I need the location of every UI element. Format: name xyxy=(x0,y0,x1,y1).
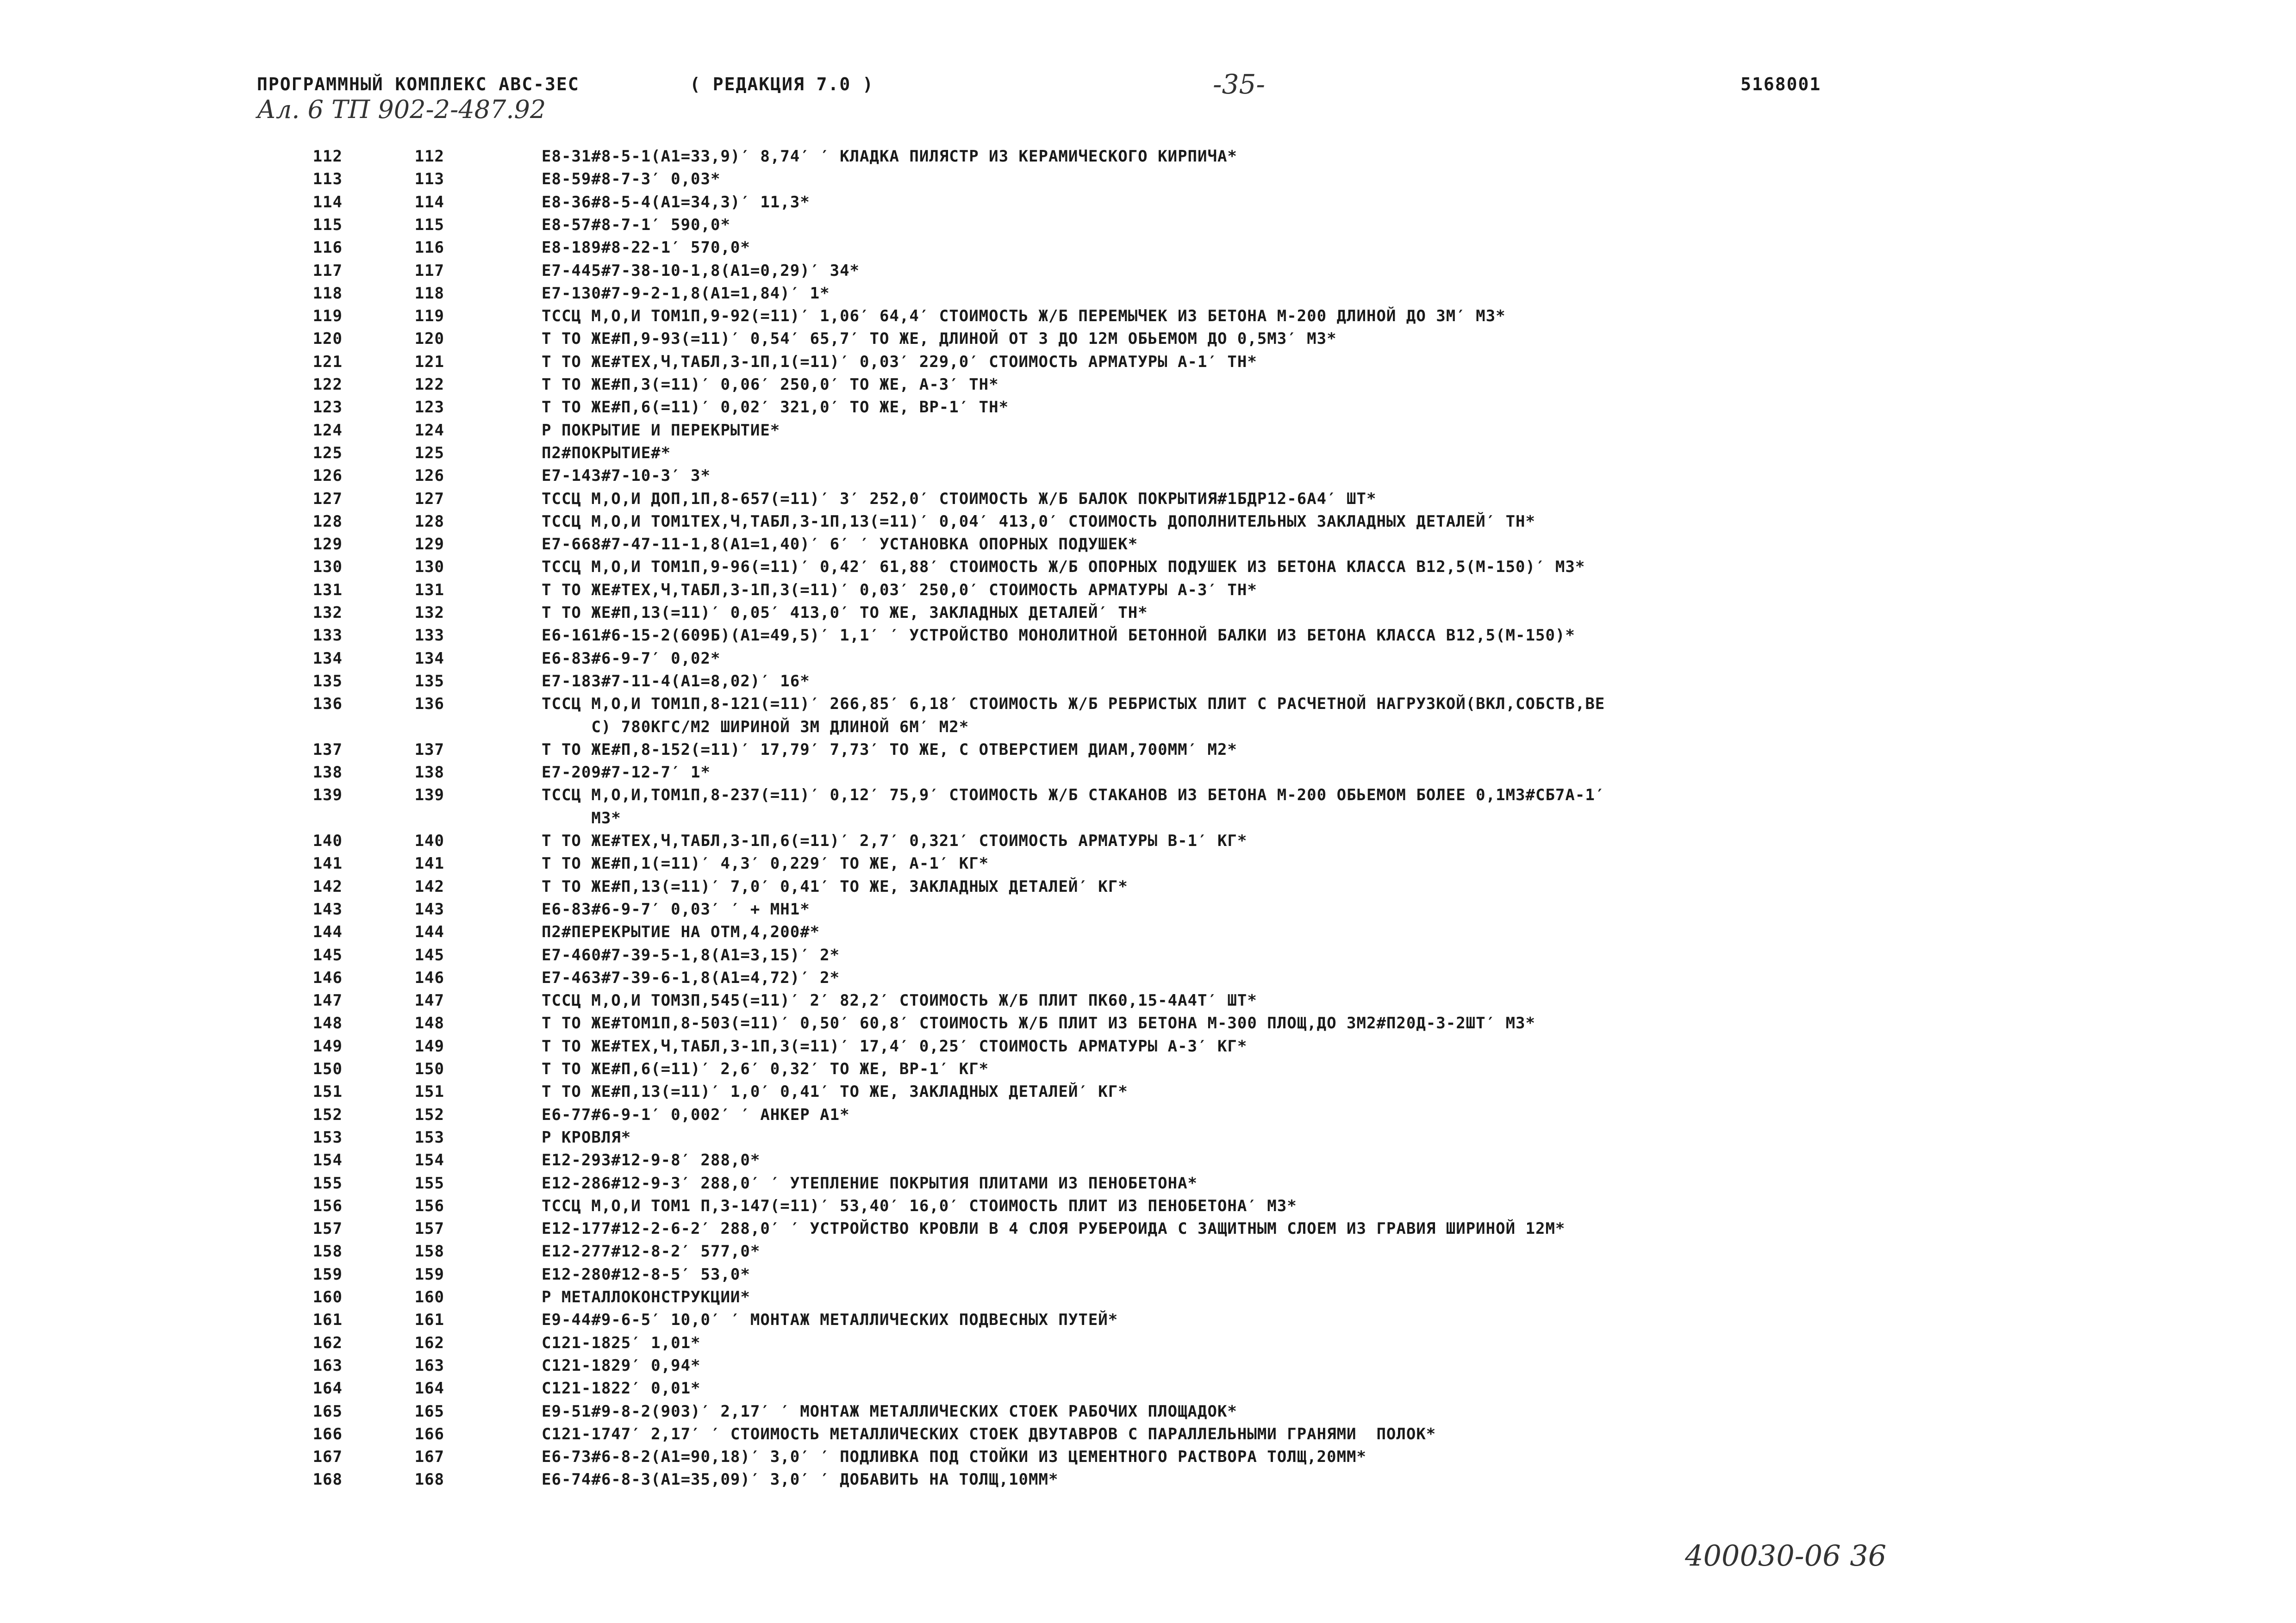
listing-row xyxy=(0,1014,2296,1037)
row-number-copy: 128 xyxy=(414,512,444,531)
row-number: 127 xyxy=(312,489,343,508)
row-text: Е7-183#7-11-4(А1=8,02)′ 16* xyxy=(542,672,810,690)
row-number: 123 xyxy=(312,398,343,417)
row-number-copy: 113 xyxy=(414,170,444,189)
row-number: 136 xyxy=(312,695,343,714)
row-text: Т ТО ЖЕ#П,1(=11)′ 4,3′ 0,229′ ТО ЖЕ, А-1′ КГ* xyxy=(542,854,989,873)
row-number-copy: 125 xyxy=(414,443,444,462)
listing-row xyxy=(0,809,2296,832)
listing-row xyxy=(0,261,2296,285)
row-text: Е8-36#8-5-4(А1=34,3)′ 11,3* xyxy=(542,193,810,211)
row-number: 137 xyxy=(312,740,343,759)
row-text: ТССЦ М,О,И ТОМ1П,8-121(=11)′ 266,85′ 6,18′ СТОИМОСТЬ Ж/Б РЕБРИСТЫХ ПЛИТ С РАСЧЕТНОЙ НАГРУЗКОЙ(ВКЛ,СОБСТВ,ВЕ xyxy=(542,695,1605,714)
row-number: 153 xyxy=(312,1128,343,1147)
row-text: Е9-44#9-6-5′ 10,0′ ′ МОНТАЖ МЕТАЛЛИЧЕСКИХ ПОДВЕСНЫХ ПУТЕЙ* xyxy=(542,1311,1118,1330)
page-number: -35- xyxy=(1213,68,1265,100)
row-text: Т ТО ЖЕ#П,6(=11)′ 0,02′ 321,0′ ТО ЖЕ, ВР-1′ ТН* xyxy=(542,398,1009,417)
row-number-copy: 155 xyxy=(414,1174,444,1193)
listing-row xyxy=(0,672,2296,695)
row-number-copy: 133 xyxy=(414,626,444,645)
row-number: 139 xyxy=(312,786,343,805)
row-number: 116 xyxy=(312,238,343,257)
row-number: 168 xyxy=(312,1470,343,1489)
row-number: 156 xyxy=(312,1196,343,1215)
row-number-copy: 142 xyxy=(414,877,444,896)
row-number-copy: 117 xyxy=(414,261,444,280)
row-number: 138 xyxy=(312,763,343,782)
row-text: П2#ПОКРЫТИЕ#* xyxy=(542,443,671,462)
row-text: Е9-51#9-8-2(903)′ 2,17′ ′ МОНТАЖ МЕТАЛЛИЧЕСКИХ СТОЕК РАБОЧИХ ПЛОЩАДОК* xyxy=(542,1402,1237,1421)
row-text: Т ТО ЖЕ#ТЕХ,Ч,ТАБЛ,3-1П,3(=11)′ 0,03′ 250,0′ СТОИМОСТЬ АРМАТУРЫ А-3′ ТН* xyxy=(542,580,1257,599)
listing-row xyxy=(0,330,2296,353)
listing-row xyxy=(0,398,2296,421)
row-number-copy: 143 xyxy=(414,900,444,919)
listing-row xyxy=(0,740,2296,764)
row-number-copy: 162 xyxy=(414,1333,444,1352)
listing-row xyxy=(0,603,2296,627)
listing-row xyxy=(0,695,2296,718)
row-number-copy: 150 xyxy=(414,1060,444,1078)
listing-row xyxy=(0,1174,2296,1197)
listing-row xyxy=(0,1128,2296,1151)
row-text: Е7-209#7-12-7′ 1* xyxy=(542,763,711,782)
row-text: ТССЦ М,О,И ТОМ3П,545(=11)′ 2′ 82,2′ СТОИМОСТЬ Ж/Б ПЛИТ ПК60,15-4А4Т′ ШТ* xyxy=(542,991,1257,1010)
listing-row xyxy=(0,1334,2296,1357)
row-text: Т ТО ЖЕ#ТЕХ,Ч,ТАБЛ,3-1П,6(=11)′ 2,7′ 0,321′ СТОИМОСТЬ АРМАТУРЫ В-1′ КГ* xyxy=(542,832,1248,850)
row-number: 145 xyxy=(312,945,343,964)
row-number: 113 xyxy=(312,170,343,189)
listing-row xyxy=(0,1470,2296,1493)
listing-row xyxy=(0,238,2296,261)
row-number: 130 xyxy=(312,558,343,577)
listing-row xyxy=(0,786,2296,809)
row-number-copy: 145 xyxy=(414,945,444,964)
row-number: 121 xyxy=(312,352,343,371)
row-number-copy: 119 xyxy=(414,307,444,326)
row-text: Е6-83#6-9-7′ 0,02* xyxy=(542,649,721,668)
row-number-copy: 163 xyxy=(414,1356,444,1375)
row-number-copy: 127 xyxy=(414,489,444,508)
listing-row xyxy=(0,193,2296,216)
listing-row xyxy=(0,1151,2296,1174)
row-text: С121-1822′ 0,01* xyxy=(542,1379,701,1398)
row-number-copy: 154 xyxy=(414,1151,444,1170)
row-number: 143 xyxy=(312,900,343,919)
row-text: Е12-177#12-2-6-2′ 288,0′ ′ УСТРОЙСТВО КРОВЛИ В 4 СЛОЯ РУБЕРОИДА С ЗАЩИТНЫМ СЛОЕМ ИЗ ГРАВИЯ ШИРИНОЙ 12М* xyxy=(542,1219,1566,1238)
listing-row xyxy=(0,991,2296,1014)
listing-row xyxy=(0,284,2296,307)
row-text: С121-1747′ 2,17′ ′ СТОИМОСТЬ МЕТАЛЛИЧЕСКИХ СТОЕК ДВУТАВРОВ С ПАРАЛЛЕЛЬНЫМИ ГРАНЯМИ ПОЛОК* xyxy=(542,1424,1436,1443)
row-number-copy: 123 xyxy=(414,398,444,417)
row-number-copy: 132 xyxy=(414,603,444,622)
row-number: 167 xyxy=(312,1448,343,1467)
row-text: С121-1829′ 0,94* xyxy=(542,1356,701,1375)
row-text: Е12-277#12-8-2′ 577,0* xyxy=(542,1242,761,1261)
row-number: 147 xyxy=(312,991,343,1010)
listing-row xyxy=(0,854,2296,877)
row-number-copy: 141 xyxy=(414,854,444,873)
row-text: Е7-668#7-47-11-1,8(А1=1,40)′ 6′ ′ УСТАНОВКА ОПОРНЫХ ПОДУШЕК* xyxy=(542,535,1138,554)
row-text: Т ТО ЖЕ#ТОМ1П,8-503(=11)′ 0,50′ 60,8′ СТОИМОСТЬ Ж/Б ПЛИТ ИЗ БЕТОНА М-300 ПЛОЩ,ДО 3М2#П20Д-3-2ШТ′ М3* xyxy=(542,1014,1535,1033)
row-number: 135 xyxy=(312,672,343,690)
row-number: 152 xyxy=(312,1105,343,1124)
row-number-copy: 139 xyxy=(414,786,444,805)
listing-row xyxy=(0,147,2296,170)
row-number-copy: 129 xyxy=(414,535,444,554)
row-number-copy: 121 xyxy=(414,352,444,371)
listing-row xyxy=(0,1425,2296,1448)
row-number: 133 xyxy=(312,626,343,645)
listing-row xyxy=(0,763,2296,786)
row-text: Е8-59#8-7-3′ 0,03* xyxy=(542,170,721,189)
row-number-copy: 131 xyxy=(414,580,444,599)
row-text: ТССЦ М,О,И ДОП,1П,8-657(=11)′ 3′ 252,0′ СТОИМОСТЬ Ж/Б БАЛОК ПОКРЫТИЯ#1БДР12-6А4′ ШТ* xyxy=(542,489,1377,508)
listing-row xyxy=(0,466,2296,490)
row-number-copy: 168 xyxy=(414,1470,444,1489)
row-number-copy: 148 xyxy=(414,1014,444,1033)
row-number-copy: 124 xyxy=(414,421,444,440)
row-number-copy: 122 xyxy=(414,375,444,394)
row-text: Е6-74#6-8-3(А1=35,09)′ 3,0′ ′ ДОБАВИТЬ НА ТОЛЩ,10ММ* xyxy=(542,1470,1059,1489)
row-number: 157 xyxy=(312,1219,343,1238)
row-number: 124 xyxy=(312,421,343,440)
row-number: 122 xyxy=(312,375,343,394)
row-number-copy: 159 xyxy=(414,1265,444,1284)
row-number-copy: 144 xyxy=(414,923,444,942)
handwritten-reference: Ал. 6 ТП 902-2-487.92 xyxy=(257,95,546,124)
row-number-copy: 126 xyxy=(414,466,444,485)
row-number-copy: 165 xyxy=(414,1402,444,1421)
row-text: Т ТО ЖЕ#П,13(=11)′ 1,0′ 0,41′ ТО ЖЕ, ЗАКЛАДНЫХ ДЕТАЛЕЙ′ КГ* xyxy=(542,1082,1128,1101)
row-number: 148 xyxy=(312,1014,343,1033)
row-text: Т ТО ЖЕ#ТЕХ,Ч,ТАБЛ,3-1П,1(=11)′ 0,03′ 229,0′ СТОИМОСТЬ АРМАТУРЫ А-1′ ТН* xyxy=(542,352,1257,371)
handwritten-stamp-bottom: 400030-06 36 xyxy=(1685,1539,1887,1573)
row-text: Т ТО ЖЕ#П,8-152(=11)′ 17,79′ 7,73′ ТО ЖЕ, С ОТВЕРСТИЕМ ДИАМ,700ММ′ М2* xyxy=(542,740,1237,759)
edition-label: ( РЕДАКЦИЯ 7.0 ) xyxy=(690,74,874,94)
row-number: 126 xyxy=(312,466,343,485)
row-number-copy: 157 xyxy=(414,1219,444,1238)
row-number-copy: 158 xyxy=(414,1242,444,1261)
listing-row xyxy=(0,1402,2296,1425)
row-number: 163 xyxy=(312,1356,343,1375)
row-number: 140 xyxy=(312,832,343,850)
row-text: Т ТО ЖЕ#П,6(=11)′ 2,6′ 0,32′ ТО ЖЕ, ВР-1′ КГ* xyxy=(542,1060,989,1078)
row-number: 164 xyxy=(312,1379,343,1398)
row-number-copy: 115 xyxy=(414,215,444,234)
row-text: Т ТО ЖЕ#П,13(=11)′ 7,0′ 0,41′ ТО ЖЕ, ЗАКЛАДНЫХ ДЕТАЛЕЙ′ КГ* xyxy=(542,877,1128,896)
row-number-copy: 118 xyxy=(414,284,444,303)
row-number-copy: 137 xyxy=(414,740,444,759)
row-number: 132 xyxy=(312,603,343,622)
row-text: С) 780КГС/М2 ШИРИНОЙ 3М ДЛИНОЙ 6М′ М2* xyxy=(542,717,969,736)
row-text: Е7-445#7-38-10-1,8(А1=0,29)′ 34* xyxy=(542,261,860,280)
row-number-copy: 160 xyxy=(414,1288,444,1306)
row-text: ТССЦ М,О,И ТОМ1П,9-92(=11)′ 1,06′ 64,4′ СТОИМОСТЬ Ж/Б ПЕРЕМЫЧЕК ИЗ БЕТОНА М-200 ДЛИНОЙ ДО 3М′ М3* xyxy=(542,307,1506,326)
row-text: ТССЦ М,О,И ТОМ1ТЕХ,Ч,ТАБЛ,3-1П,13(=11)′ 0,04′ 413,0′ СТОИМОСТЬ ДОПОЛНИТЕЛЬНЫХ ЗАКЛАДНЫХ ДЕТАЛЕЙ′ ТН* xyxy=(542,512,1535,531)
row-number-copy: 149 xyxy=(414,1037,444,1056)
row-text: Е12-280#12-8-5′ 53,0* xyxy=(542,1265,750,1284)
listing-row xyxy=(0,1242,2296,1265)
row-text: Е7-130#7-9-2-1,8(А1=1,84)′ 1* xyxy=(542,284,830,303)
row-number-copy: 147 xyxy=(414,991,444,1010)
row-number-copy: 167 xyxy=(414,1448,444,1467)
listing-row xyxy=(0,512,2296,535)
row-number-copy: 116 xyxy=(414,238,444,257)
row-number: 161 xyxy=(312,1311,343,1330)
row-text: Т ТО ЖЕ#П,3(=11)′ 0,06′ 250,0′ ТО ЖЕ, А-3′ ТН* xyxy=(542,375,999,394)
listing-row xyxy=(0,581,2296,604)
listing-row xyxy=(0,1219,2296,1243)
listing-row xyxy=(0,307,2296,330)
row-number: 118 xyxy=(312,284,343,303)
row-number: 162 xyxy=(312,1333,343,1352)
row-text: Е7-460#7-39-5-1,8(А1=3,15)′ 2* xyxy=(542,945,840,964)
row-number: 149 xyxy=(312,1037,343,1056)
row-number-copy: 138 xyxy=(414,763,444,782)
row-number-copy: 130 xyxy=(414,558,444,577)
row-text: ТССЦ М,О,И ТОМ1П,9-96(=11)′ 0,42′ 61,88′ СТОИМОСТЬ Ж/Б ОПОРНЫХ ПОДУШЕК ИЗ БЕТОНА КЛАССА В12,5(М-150)′ М3* xyxy=(542,558,1585,577)
row-number: 112 xyxy=(312,147,343,166)
row-number: 146 xyxy=(312,968,343,987)
row-text: ТССЦ М,О,И ТОМ1 П,3-147(=11)′ 53,40′ 16,0′ СТОИМОСТЬ ПЛИТ ИЗ ПЕНОБЕТОНА′ М3* xyxy=(542,1196,1297,1215)
row-text: Е6-161#6-15-2(609Б)(А1=49,5)′ 1,1′ ′ УСТРОЙСТВО МОНОЛИТНОЙ БЕТОННОЙ БАЛКИ ИЗ БЕТОНА КЛАССА В12,5(М-150)* xyxy=(542,626,1575,645)
listing-row xyxy=(0,969,2296,992)
listing-row xyxy=(0,900,2296,923)
listing-row xyxy=(0,353,2296,376)
listing-row xyxy=(0,1082,2296,1106)
row-text: Е12-286#12-9-3′ 288,0′ ′ УТЕПЛЕНИЕ ПОКРЫТИЯ ПЛИТАМИ ИЗ ПЕНОБЕТОНА* xyxy=(542,1174,1198,1193)
row-text: Е6-83#6-9-7′ 0,03′ ′ + МН1* xyxy=(542,900,810,919)
listing-row xyxy=(0,558,2296,581)
listing-row xyxy=(0,832,2296,855)
program-title: ПРОГРАММНЫЙ КОМПЛЕКС АВС-ЗЕС xyxy=(257,74,580,94)
listing-row xyxy=(0,1265,2296,1288)
row-number: 154 xyxy=(312,1151,343,1170)
row-number-copy: 135 xyxy=(414,672,444,690)
listing-row xyxy=(0,1288,2296,1311)
row-text: Е8-189#8-22-1′ 570,0* xyxy=(542,238,750,257)
listing-row xyxy=(0,718,2296,741)
row-number-copy: 164 xyxy=(414,1379,444,1398)
listing-row xyxy=(0,216,2296,239)
row-number-copy: 112 xyxy=(414,147,444,166)
row-text: Е6-73#6-8-2(А1=90,18)′ 3,0′ ′ ПОДЛИВКА ПОД СТОЙКИ ИЗ ЦЕМЕНТНОГО РАСТВОРА ТОЛЩ,20ММ* xyxy=(542,1448,1366,1467)
row-number: 129 xyxy=(312,535,343,554)
row-number: 131 xyxy=(312,580,343,599)
row-text: П2#ПЕРЕКРЫТИЕ НА ОТМ,4,200#* xyxy=(542,923,820,942)
row-number-copy: 153 xyxy=(414,1128,444,1147)
listing-row xyxy=(0,626,2296,649)
document-code: 5168001 xyxy=(1741,74,1822,94)
row-number-copy: 136 xyxy=(414,695,444,714)
row-number: 125 xyxy=(312,443,343,462)
row-text: С121-1825′ 1,01* xyxy=(542,1333,701,1352)
row-number-copy: 146 xyxy=(414,968,444,987)
listing-row xyxy=(0,375,2296,398)
row-number: 134 xyxy=(312,649,343,668)
listing-row xyxy=(0,923,2296,946)
row-number: 117 xyxy=(312,261,343,280)
listing-row xyxy=(0,1356,2296,1380)
row-number: 142 xyxy=(312,877,343,896)
row-number-copy: 151 xyxy=(414,1082,444,1101)
row-number: 160 xyxy=(312,1288,343,1306)
row-text: М3* xyxy=(542,808,621,827)
row-number-copy: 161 xyxy=(414,1311,444,1330)
row-number-copy: 140 xyxy=(414,832,444,850)
listing-row xyxy=(0,1448,2296,1471)
row-number-copy: 152 xyxy=(414,1105,444,1124)
listing-row xyxy=(0,1311,2296,1334)
row-number: 165 xyxy=(312,1402,343,1421)
listing-row xyxy=(0,1106,2296,1129)
row-number-copy: 120 xyxy=(414,330,444,348)
row-text: Т ТО ЖЕ#П,13(=11)′ 0,05′ 413,0′ ТО ЖЕ, ЗАКЛАДНЫХ ДЕТАЛЕЙ′ ТН* xyxy=(542,603,1148,622)
listing-row xyxy=(0,1197,2296,1220)
row-number: 141 xyxy=(312,854,343,873)
row-number: 155 xyxy=(312,1174,343,1193)
row-number: 150 xyxy=(312,1060,343,1078)
row-number: 115 xyxy=(312,215,343,234)
listing-row xyxy=(0,444,2296,467)
row-text: Т ТО ЖЕ#ТЕХ,Ч,ТАБЛ,3-1П,3(=11)′ 17,4′ 0,25′ СТОИМОСТЬ АРМАТУРЫ А-3′ КГ* xyxy=(542,1037,1248,1056)
row-number: 119 xyxy=(312,307,343,326)
listing-row xyxy=(0,649,2296,672)
listing-row xyxy=(0,535,2296,558)
listing-row xyxy=(0,490,2296,513)
row-number: 120 xyxy=(312,330,343,348)
listing-row xyxy=(0,946,2296,969)
row-text: Р КРОВЛЯ* xyxy=(542,1128,631,1147)
listing-row xyxy=(0,421,2296,444)
row-text: Е7-463#7-39-6-1,8(А1=4,72)′ 2* xyxy=(542,968,840,987)
row-text: Е12-293#12-9-8′ 288,0* xyxy=(542,1151,761,1170)
row-text: Е8-57#8-7-1′ 590,0* xyxy=(542,215,730,234)
row-text: ТССЦ М,О,И,ТОМ1П,8-237(=11)′ 0,12′ 75,9′ СТОИМОСТЬ Ж/Б СТАКАНОВ ИЗ БЕТОНА М-200 ОБЬЕМОМ БОЛЕЕ 0,1М3#СБ7А-1′ xyxy=(542,786,1605,805)
row-text: Р МЕТАЛЛОКОНСТРУКЦИИ* xyxy=(542,1288,750,1306)
row-number: 128 xyxy=(312,512,343,531)
row-text: Т ТО ЖЕ#П,9-93(=11)′ 0,54′ 65,7′ ТО ЖЕ, ДЛИНОЙ ОТ 3 ДО 12М ОБЬЕМОМ ДО 0,5М3′ М3* xyxy=(542,330,1337,348)
row-number-copy: 134 xyxy=(414,649,444,668)
row-number: 158 xyxy=(312,1242,343,1261)
row-text: Е7-143#7-10-3′ 3* xyxy=(542,466,711,485)
listing-row xyxy=(0,1379,2296,1402)
row-number: 151 xyxy=(312,1082,343,1101)
listing-row xyxy=(0,170,2296,193)
row-number: 144 xyxy=(312,923,343,942)
row-number: 166 xyxy=(312,1424,343,1443)
listing-row xyxy=(0,877,2296,901)
row-number-copy: 114 xyxy=(414,193,444,211)
row-text: Р ПОКРЫТИЕ И ПЕРЕКРЫТИЕ* xyxy=(542,421,780,440)
row-text: Е6-77#6-9-1′ 0,002′ ′ АНКЕР А1* xyxy=(542,1105,850,1124)
row-number-copy: 156 xyxy=(414,1196,444,1215)
row-number: 159 xyxy=(312,1265,343,1284)
row-number: 114 xyxy=(312,193,343,211)
row-text: Е8-31#8-5-1(А1=33,9)′ 8,74′ ′ КЛАДКА ПИЛЯСТР ИЗ КЕРАМИЧЕСКОГО КИРПИЧА* xyxy=(542,147,1237,166)
listing-row xyxy=(0,1060,2296,1083)
listing-row xyxy=(0,1037,2296,1060)
row-number-copy: 166 xyxy=(414,1424,444,1443)
